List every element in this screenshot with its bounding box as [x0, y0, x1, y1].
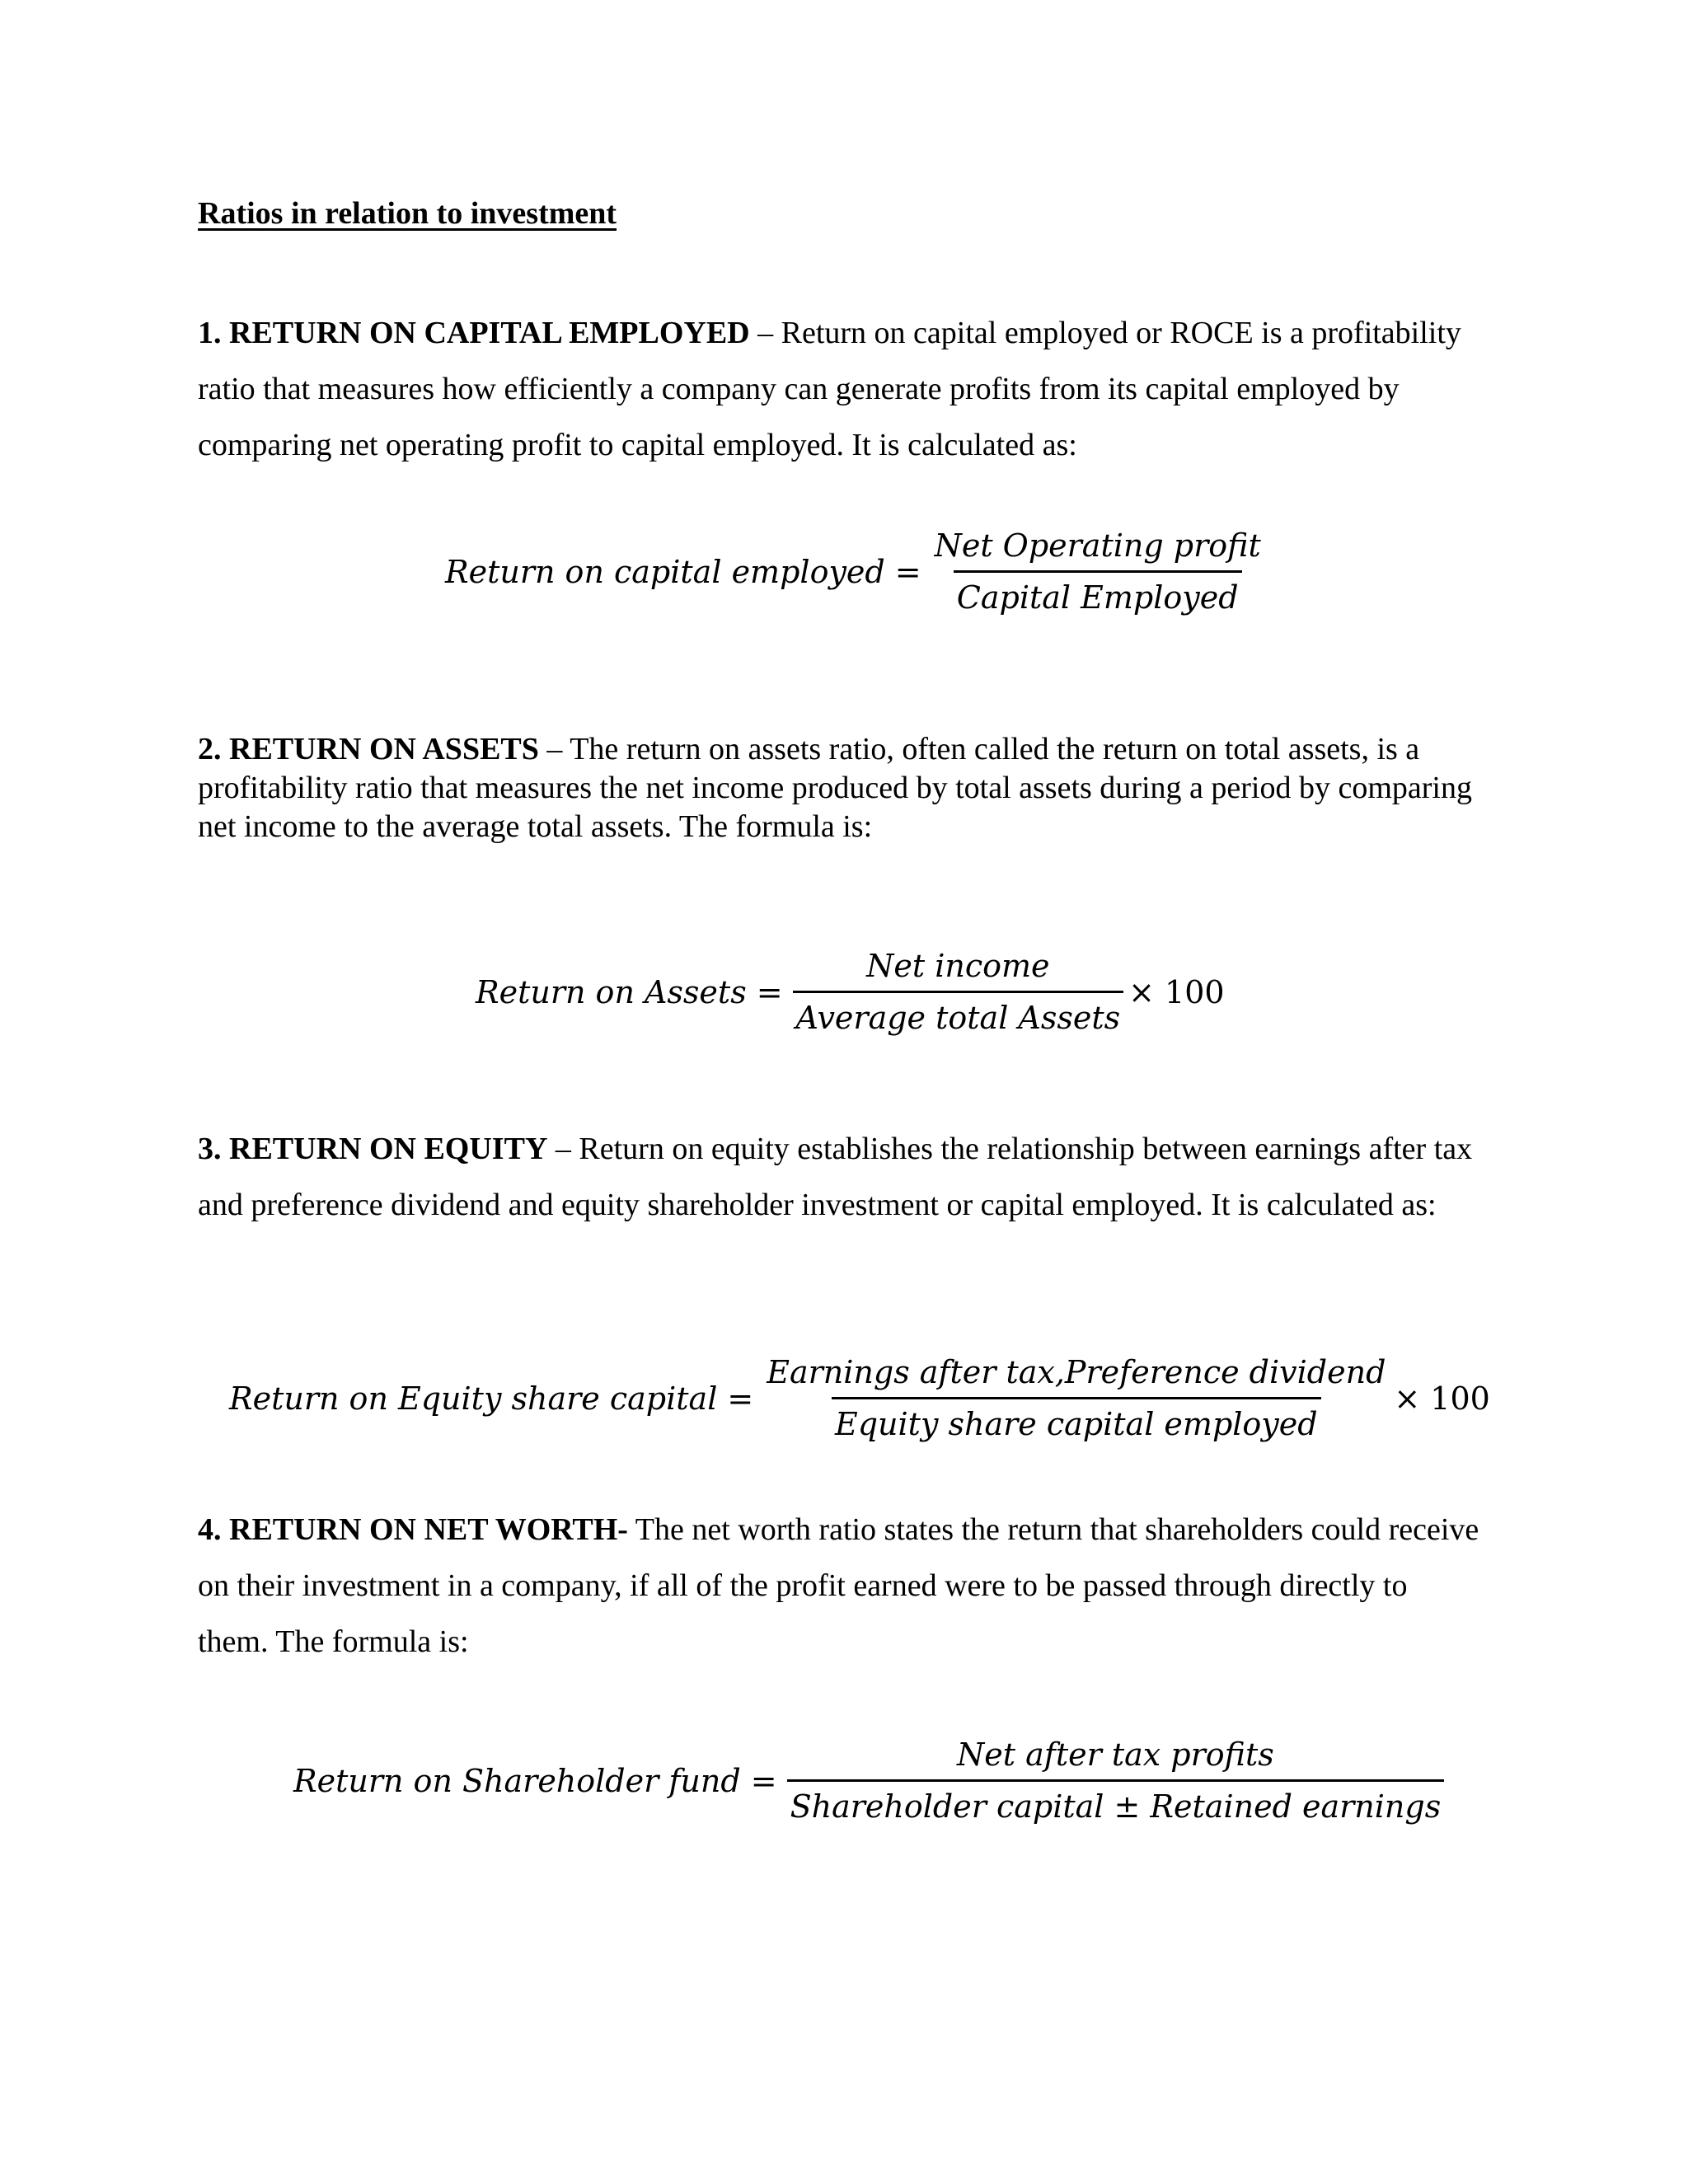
fraction — [931, 527, 1264, 616]
section-return-on-equity — [198, 1121, 1484, 1233]
section-text: – Return on equity establishes the relationship between earnings after tax and preference dividend and equity shareholder investment or capital employed. It is calculated as: — [198, 1132, 1473, 1222]
fraction-numerator: Net Operating profit — [934, 527, 1261, 564]
section-text: The net worth ratio states the return that shareholders could receive on their investment in a company, if all of the profit earned were to be passed through directly to them. The formula is: — [198, 1512, 1479, 1659]
fraction — [763, 1354, 1389, 1442]
section-heading: 4. RETURN ON NET WORTH- — [198, 1512, 628, 1547]
section-return-on-net-worth — [198, 1502, 1484, 1670]
fraction-denominator: Average total Assets — [793, 991, 1124, 1036]
section-return-on-assets — [198, 730, 1484, 846]
fraction-denominator: Equity share capital employed — [832, 1397, 1321, 1442]
equals-sign: = — [894, 553, 921, 590]
fraction-denominator: Shareholder capital ± Retained earnings — [787, 1779, 1445, 1825]
formula-lhs: Return on Equity share capital — [229, 1380, 718, 1417]
fraction — [793, 948, 1124, 1036]
fraction — [787, 1736, 1445, 1825]
fraction-numerator: Net after tax profits — [957, 1736, 1274, 1773]
formula-lhs: Return on capital employed — [445, 553, 885, 590]
section-heading: 3. RETURN ON EQUITY — [198, 1132, 548, 1166]
equals-sign: = — [750, 1762, 777, 1799]
fraction-numerator: Net income — [866, 948, 1050, 984]
formula-ronw — [293, 1736, 1444, 1825]
formula-multiplier: × 100 — [1394, 1380, 1490, 1417]
fraction-numerator: Earnings after tax,Preference dividend — [767, 1354, 1386, 1390]
formula-lhs: Return on Shareholder fund — [293, 1762, 741, 1799]
section-text: – Return on capital employed or ROCE is a profitability ratio that measures how efficiently a company can generate profits from its capital employed by comparing net operating profit to capital employed. It is calculated as: — [198, 316, 1461, 462]
equals-sign: = — [756, 973, 783, 1010]
formula-multiplier: × 100 — [1128, 973, 1225, 1010]
equals-sign: = — [727, 1380, 754, 1417]
formula-lhs: Return on Assets — [476, 973, 747, 1010]
section-heading: 1. RETURN ON CAPITAL EMPLOYED — [198, 316, 750, 350]
section-text: – The return on assets ratio, often called the return on total assets, is a profitability ratio that measures the net income produced by total assets during a period by comparing net income to the average total assets. The formula is: — [198, 732, 1472, 844]
formula-roce — [445, 527, 1264, 616]
page-title: Ratios in relation to investment — [198, 196, 617, 231]
formula-roa — [476, 948, 1225, 1036]
fraction-denominator: Capital Employed — [954, 570, 1242, 616]
section-heading: 2. RETURN ON ASSETS — [198, 732, 539, 766]
section-return-on-capital-employed — [198, 305, 1484, 473]
formula-roe — [229, 1354, 1490, 1442]
